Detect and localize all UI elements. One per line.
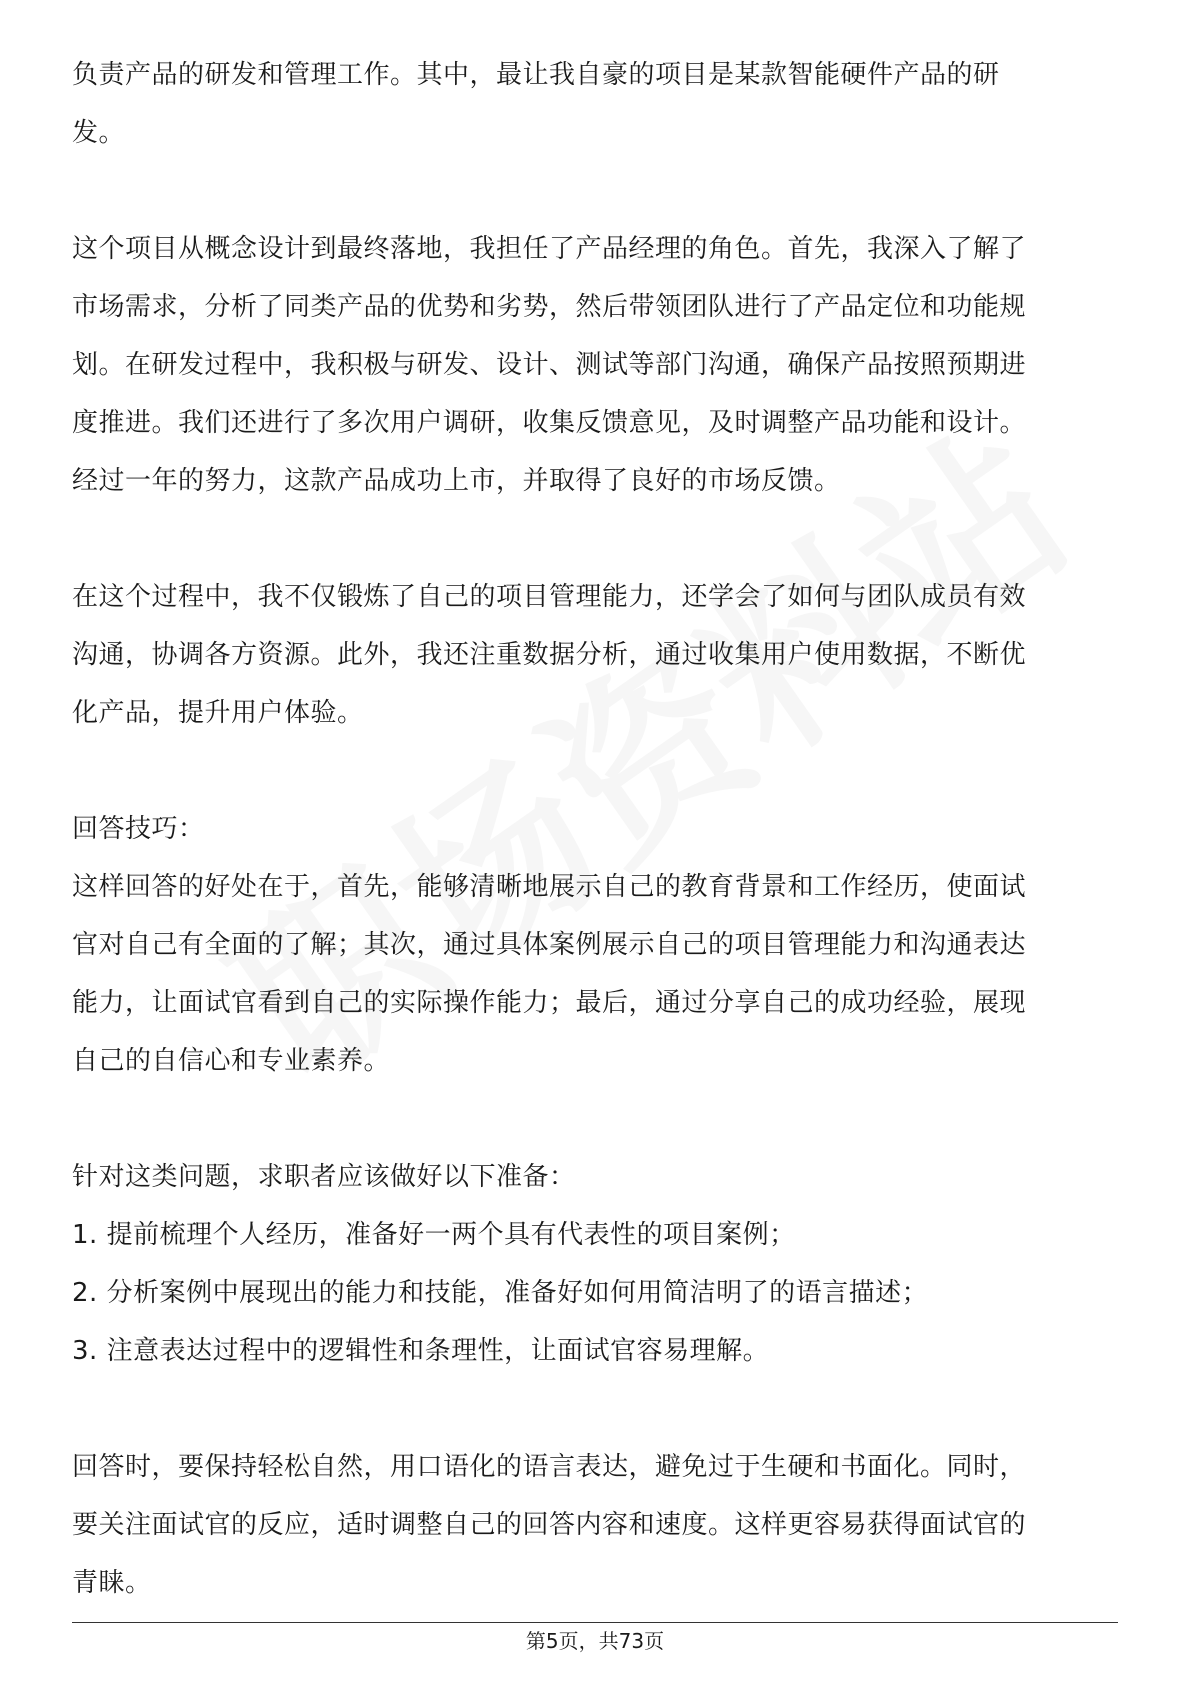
page-number: 第5页，共73页 — [525, 1629, 665, 1653]
text-line: 经过一年的努力，这款产品成功上市，并取得了良好的市场反馈。 — [72, 466, 841, 496]
text-line: 自己的自信心和专业素养。 — [72, 1046, 391, 1076]
text-line: 负责产品的研发和管理工作。其中，最让我自豪的项目是某款智能硬件产品的研 — [72, 60, 1000, 90]
text-line: 青睐。 — [72, 1568, 152, 1598]
paragraph-gap — [72, 1090, 1118, 1148]
section-heading: 回答技巧： — [72, 814, 205, 844]
page-content — [72, 46, 1118, 1612]
text-line: 这个项目从概念设计到最终落地，我担任了产品经理的角色。首先，我深入了解了 — [72, 234, 1027, 264]
list-item: 2. 分析案例中展现出的能力和技能，准备好如何用简洁明了的语言描述； — [72, 1278, 929, 1308]
text-line: 官对自己有全面的了解；其次，通过具体案例展示自己的项目管理能力和沟通表达 — [72, 930, 1027, 960]
text-line: 能力，让面试官看到自己的实际操作能力；最后，通过分享自己的成功经验，展现 — [72, 988, 1027, 1018]
list-item: 3. 注意表达过程中的逻辑性和条理性，让面试官容易理解。 — [72, 1336, 770, 1366]
paragraph-gap — [72, 510, 1118, 568]
text-line: 要关注面试官的反应，适时调整自己的回答内容和速度。这样更容易获得面试官的 — [72, 1510, 1027, 1540]
list-item: 1. 提前梳理个人经历，准备好一两个具有代表性的项目案例； — [72, 1220, 796, 1250]
text-line: 回答时，要保持轻松自然，用口语化的语言表达，避免过于生硬和书面化。同时， — [72, 1452, 1027, 1482]
text-line: 在这个过程中，我不仅锻炼了自己的项目管理能力，还学会了如何与团队成员有效 — [72, 582, 1027, 612]
paragraph-1 — [72, 46, 1118, 162]
paragraph-2 — [72, 220, 1118, 510]
paragraph-6 — [72, 1438, 1118, 1612]
paragraph-gap — [72, 162, 1118, 220]
text-line: 这样回答的好处在于，首先，能够清晰地展示自己的教育背景和工作经历，使面试 — [72, 872, 1027, 902]
text-line: 沟通，协调各方资源。此外，我还注重数据分析，通过收集用户使用数据，不断优 — [72, 640, 1027, 670]
answer-tips-section — [72, 800, 1118, 1090]
paragraph-3 — [72, 568, 1118, 742]
footer-divider — [72, 1622, 1118, 1623]
paragraph-gap — [72, 1380, 1118, 1438]
paragraph-gap — [72, 742, 1118, 800]
text-line: 发。 — [72, 118, 126, 148]
text-line: 度推进。我们还进行了多次用户调研，收集反馈意见，及时调整产品功能和设计。 — [72, 408, 1027, 438]
text-line: 划。在研发过程中，我积极与研发、设计、测试等部门沟通，确保产品按照预期进 — [72, 350, 1027, 380]
text-line: 化产品，提升用户体验。 — [72, 698, 364, 728]
section-intro: 针对这类问题，求职者应该做好以下准备： — [72, 1162, 576, 1192]
preparation-section — [72, 1148, 1118, 1380]
text-line: 市场需求，分析了同类产品的优势和劣势，然后带领团队进行了产品定位和功能规 — [72, 292, 1027, 322]
